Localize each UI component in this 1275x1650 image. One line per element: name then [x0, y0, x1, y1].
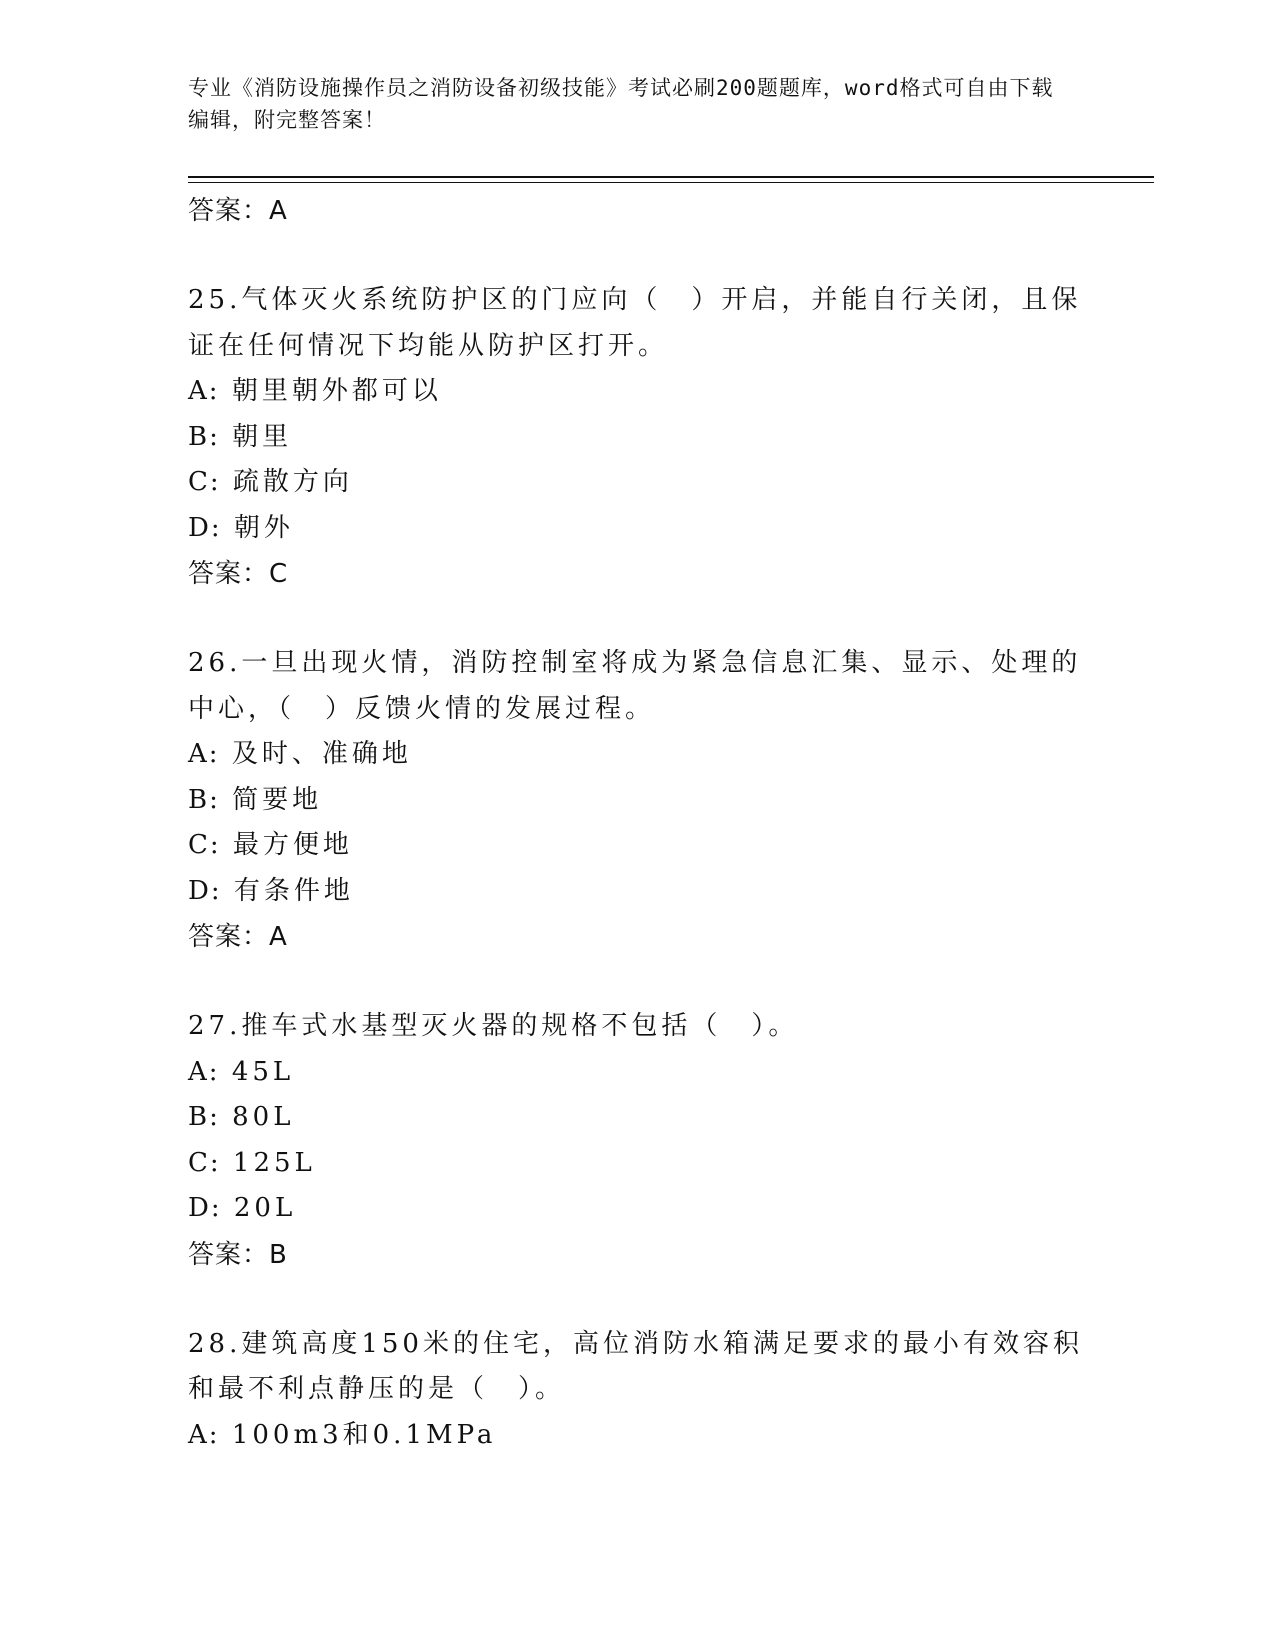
option-label: C: [188, 830, 221, 860]
question-stem: 26.一旦出现火情，消防控制室将成为紧急信息汇集、显示、处理的中心，（ ）反馈火情的发展过程。 [188, 648, 1082, 724]
question-stem: 27.推车式水基型灭火器的规格不包括（ ）。 [188, 1011, 799, 1041]
option-a [188, 1050, 1088, 1096]
answer-line [188, 914, 1088, 960]
question-28 [188, 1322, 1088, 1459]
option-text: 及时、准确地 [231, 739, 412, 769]
option-a [188, 369, 1088, 415]
option-label: A: [188, 739, 220, 769]
answer-value: B [269, 1239, 288, 1270]
option-label: B: [188, 784, 220, 815]
option-label: D: [188, 1193, 222, 1223]
option-c [188, 460, 1088, 506]
answer-label: 答案： [188, 196, 270, 226]
option-label: C: [188, 467, 221, 497]
option-d [188, 506, 1088, 552]
option-b [188, 778, 1088, 824]
option-text: 朝外 [233, 512, 294, 543]
answer-line [188, 188, 1088, 234]
answer-value: A [269, 196, 288, 226]
question-26 [188, 641, 1088, 960]
option-c [188, 1141, 1088, 1187]
option-text: 有条件地 [233, 875, 354, 906]
option-text: 20L [233, 1193, 297, 1223]
answer-label: 答案： [188, 922, 270, 952]
question-stem: 28.建筑高度150米的住宅，高位消防水箱满足要求的最小有效容积和最不利点静压的是（ ）。 [188, 1328, 1083, 1404]
option-label: B: [188, 1102, 220, 1132]
option-label: D: [188, 512, 222, 543]
option-text: 100m3和0.1MPa [231, 1419, 497, 1450]
option-d [188, 869, 1088, 915]
option-text: 45L [231, 1056, 295, 1087]
option-text: 朝里 [232, 421, 293, 452]
option-label: A: [188, 1419, 220, 1450]
option-a [188, 732, 1088, 778]
option-d [188, 1186, 1088, 1232]
option-b [188, 1095, 1088, 1141]
header-rule-thick [188, 176, 1154, 178]
option-text: 朝里朝外都可以 [231, 376, 442, 406]
document-header: 专业《消防设施操作员之消防设备初级技能》考试必刷200题题库，word格式可自由下载编辑，附完整答案！ [188, 76, 1054, 132]
option-label: A: [188, 1056, 220, 1087]
answer-line [188, 551, 1088, 597]
answer-label: 答案： [188, 559, 270, 589]
option-b [188, 415, 1088, 461]
option-c [188, 823, 1088, 869]
option-a [188, 1413, 1088, 1459]
answer-line [188, 1232, 1088, 1278]
option-text: 125L [232, 1147, 316, 1178]
answer-value: C [269, 559, 289, 589]
option-text: 80L [232, 1102, 295, 1132]
answer-label: 答案： [188, 1239, 270, 1270]
option-label: C: [188, 1147, 221, 1178]
question-27 [188, 1004, 1088, 1278]
answer-value: A [269, 922, 288, 952]
option-label: A: [188, 376, 220, 406]
question-25 [188, 278, 1088, 597]
question-stem: 25.气体灭火系统防护区的门应向（ ）开启，并能自行关闭，且保证在任何情况下均能从防护区打开。 [188, 285, 1082, 361]
option-label: B: [188, 421, 220, 452]
question-list [188, 188, 1088, 1458]
header-rule-thin [188, 182, 1154, 183]
option-label: D: [188, 875, 222, 906]
option-text: 疏散方向 [232, 467, 353, 497]
option-text: 最方便地 [232, 830, 353, 860]
option-text: 简要地 [232, 784, 323, 815]
